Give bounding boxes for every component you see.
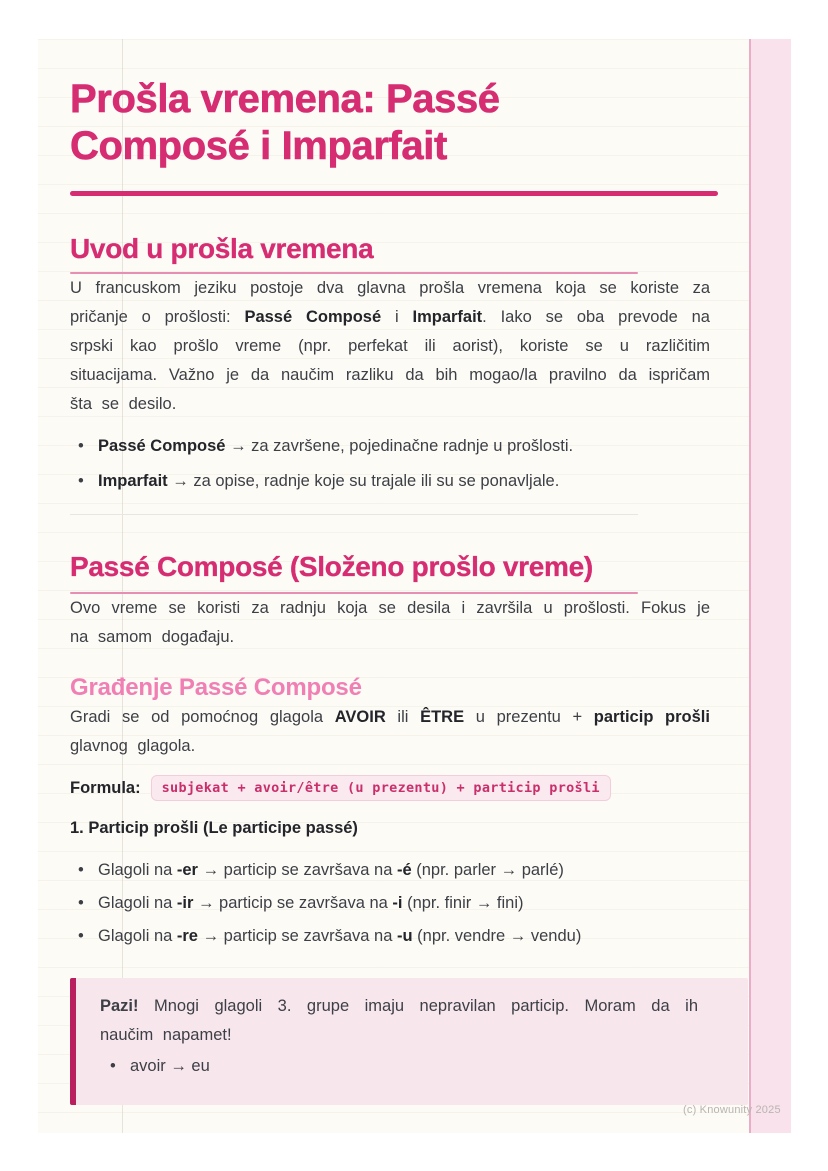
gradjenje-paragraph: Gradi se od pomoćnog glagola AVOIR ili ÊTRE u prezentu + particip prošli glavnog glagola. <box>70 708 710 755</box>
list-item: • Glagoli na -er → particip se završava na -é (npr. parler → parlé) <box>70 856 718 885</box>
formula-row <box>70 775 718 801</box>
participle-bullet-list <box>70 856 718 951</box>
formula-label: Formula: <box>70 778 141 797</box>
section-divider <box>70 514 638 515</box>
title-divider <box>70 191 718 196</box>
warning-callout <box>70 978 748 1105</box>
participle-heading: 1. Particip prošli (Le participe passé) <box>70 819 358 837</box>
page-title: Prošla vremena: Passé Composé i Imparfait <box>70 77 500 168</box>
section-heading-uvod: Uvod u prošla vremena <box>70 233 374 264</box>
page-content <box>70 39 718 1105</box>
callout-paragraph: Pazi! Mnogi glagoli 3. grupe imaju nepravilan particip. Moram da ih naučim napamet! <box>100 997 698 1044</box>
intro-bullet-list <box>70 432 718 496</box>
document-page <box>38 39 791 1133</box>
callout-bullet-list <box>100 1052 698 1081</box>
list-item: • avoir → eu <box>100 1052 698 1081</box>
passe-compose-paragraph: Ovo vreme se koristi za radnju koja se desila i završila u prošlosti. Fokus je na samom događaju. <box>70 599 710 646</box>
list-item: • Glagoli na -re → particip se završava na -u (npr. vendre → vendu) <box>70 922 718 951</box>
list-item: • Glagoli na -ir → particip se završava na -i (npr. finir → fini) <box>70 889 718 918</box>
page-edge-stripe <box>749 39 791 1133</box>
list-item: • Imparfait → za opise, radnje koje su trajale ili su se ponavljale. <box>70 467 718 496</box>
intro-paragraph: U francuskom jeziku postoje dva glavna prošla vremena koja se koriste za pričanje o prošlosti: Passé Composé i Imparfait. Iako se oba prevode na srpski kao prošlo vreme (npr. perfekat ili aorist), koriste se u različitim situacijama. Važno je da naučim razliku da bih mogao/la pravilno da ispričam šta se desilo. <box>70 279 710 413</box>
subsection-heading-gradjenje: Građenje Passé Composé <box>70 674 362 701</box>
section-heading-passe-compose: Passé Composé (Složeno prošlo vreme) <box>70 551 593 582</box>
formula-code-chip: subjekat + avoir/être (u prezentu) + particip prošli <box>151 775 611 801</box>
list-item: • Passé Composé → za završene, pojedinačne radnje u prošlosti. <box>70 432 718 461</box>
footer-credit: (c) Knowunity 2025 <box>683 1104 781 1116</box>
